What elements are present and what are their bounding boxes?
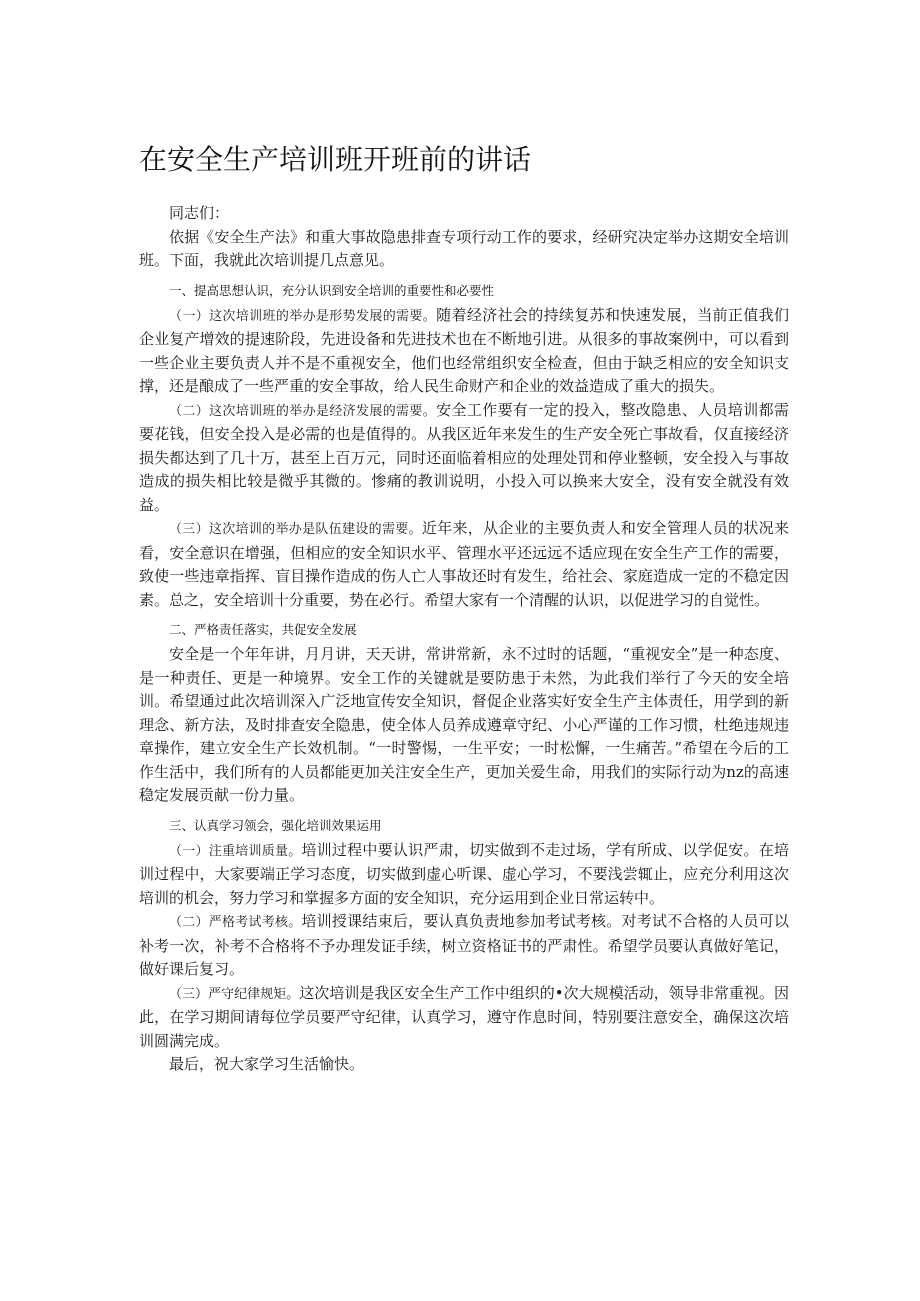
section1-p1-lead: （一）这次培训班的举办是形势发展的需要。	[169, 308, 437, 324]
section3-p3-lead: （三）严守纪律规矩。	[169, 986, 300, 1002]
section3-p1-lead: （一）注重培训质量。	[169, 843, 302, 859]
section1-paragraph-1	[139, 304, 789, 399]
section1-paragraph-3	[139, 517, 789, 612]
section3-paragraph-2	[139, 910, 789, 982]
closing-paragraph: 最后，祝大家学习生活愉快。	[169, 1055, 365, 1073]
section1-p1-body: 随着经济社会的持续复苏和快速发展，当前正值我们企业复产增效的提速阶段，先进设备和先进技术也在不断地引进。从很多的事故案例中，可以看到一些企业主要负责人并不是不重视安全，他们也经常组织安全检查，但由于缺乏相应的安全知识支撑，还是酿成了一些严重的安全事故，给人民生命财产和企业的效益造成了重大的损失。	[139, 305, 789, 395]
section1-p2-body: 安全工作要有一定的投入，整改隐患、人员培训都需要花钱，但安全投入是必需的也是值得的。从我区近年来发生的生产安全死亡事故看，仅直接经济损失都达到了几十万，甚至上百万元，同时还面临着相应的处理处罚和停业整顿，安全投入与事故造成的损失相比较是微乎其微的。惨痛的教训说明，小投入可以换来大安全，没有安全就没有效益。	[139, 400, 789, 514]
document-title: 在安全生产培训班开班前的讲话	[139, 143, 532, 176]
section1-p2-lead: （二）这次培训班的举办是经济发展的需要。	[169, 403, 437, 419]
section3-p1-body: 培训过程中要认识严肃，切实做到不走过场，学有所成、以学促安。在培训过程中，大家要端正学习态度，切实做到虚心听课、虚心学习，不要浅尝辄止，应充分利用这次培训的机会，努力学习和掌握多方面的安全知识，充分运用到企业日常运转中。	[139, 840, 789, 907]
section3-paragraph-3	[139, 982, 789, 1054]
section3-paragraph-1	[139, 839, 789, 911]
section3-p2-body: 培训授课结束后，要认真负责地参加考试考核。对考试不合格的人员可以补考一次，补考不合格将不予办理发证手续，树立资格证书的严肃性。希望学员要认真做好笔记，做好课后复习。	[139, 912, 789, 978]
section1-paragraph-2	[139, 399, 789, 518]
document-page	[139, 140, 789, 1077]
section1-heading: 一、提高思想认识，充分认识到安全培训的重要性和必要性	[169, 282, 495, 298]
section3-p3-body: 这次培训是我区安全生产工作中组织的•次大规模活动，领导非常重视。因此，在学习期间请每位学员要严守纪律，认真学习，遵守作息时间，特别要注意安全，确保这次培训圆满完成。	[139, 983, 789, 1050]
intro-paragraph: 依据《安全生产法》和重大事故隐患排查专项行动工作的要求，经研究决定举办这期安全培训班。下面，我就此次培训提几点意见。	[139, 227, 789, 269]
section2-heading: 二、严格责任落实，共促安全发展	[169, 622, 357, 637]
section2-paragraph: 安全是一个年年讲，月月讲，天天讲，常讲常新，永不过时的话题，“重视安全”是一种态度、是一种责任、更是一种境界。安全工作的关键就是要防患于未然，为此我们举行了今天的安全培训。希望通过此次培训深入广泛地宣传安全知识，督促企业落实好安全生产主体责任，用学到的新理念、新方法，及时排查安全隐患，使全体人员养成遵章守纪、小心严谨的工作习惯，杜绝违规违章操作，建立安全生产长效机制。“一时警惕，一生平安；一时松懈，一生痛苦。”希望在今后的工作生活中，我们所有的人员都能更加关注安全生产，更加关爱生命，用我们的实际行动为nz的高速稳定发展贡献一份力量。	[139, 645, 789, 804]
section1-p3-body: 近年来，从企业的主要负责人和安全管理人员的状况来看，安全意识在增强，但相应的安全知识水平、管理水平还远远不适应现在安全生产工作的需要，致使一些违章指挥、盲目操作造成的伤人亡人事故还时有发生，给社会、家庭造成一定的不稳定因素。总之，安全培训十分重要，势在必行。希望大家有一个清醒的认识，以促进学习的自觉性。	[139, 519, 789, 609]
greeting: 同志们：	[169, 204, 230, 222]
section3-p2-lead: （二）严格考试考核。	[169, 915, 302, 930]
section3-heading: 三、认真学习领会，强化培训效果运用	[169, 817, 382, 833]
section1-p3-lead: （三）这次培训的举办是队伍建设的需要。	[169, 522, 422, 537]
